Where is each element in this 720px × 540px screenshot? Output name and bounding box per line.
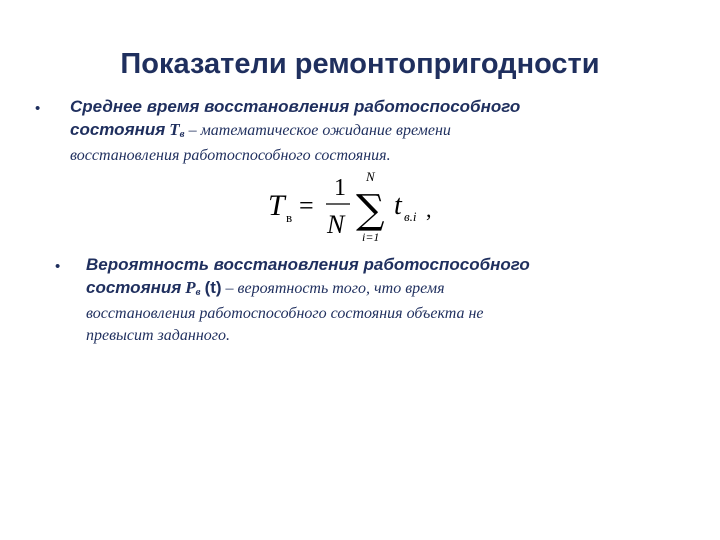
symbol-t-recovery [169,120,184,139]
symbol-p-subscript: в [195,286,201,298]
bullet-2-rest-2: восстановления работоспособного состояния объекта не [86,305,484,322]
bullet-2-lead: Вероятность восстановления работоспособного [86,255,530,274]
formula-lhs: T [268,189,285,222]
formula-lhs-subscript: в [286,210,293,225]
bullet-2-lead-2: состояния [86,278,182,297]
slide-title: Показатели ремонтопригодности [120,48,600,80]
formula-sum-lower: i=1 [362,230,380,244]
bullet-1-lead: Среднее время восстановления работоспособного [70,97,521,116]
bullet-mean-recovery-time [70,96,520,167]
bullet-marker: • [35,100,41,117]
symbol-p: P [185,278,196,297]
symbol-p-recovery [185,278,200,297]
bullet-2-rest-1: – вероятность того, что время [221,280,445,297]
symbol-t: T [169,120,180,139]
formula-sum-upper: N [366,172,375,184]
symbol-t-subscript: в [179,128,185,140]
bullet-marker: • [55,258,61,275]
recovery-time-formula [268,172,458,244]
formula-term: t [394,190,402,221]
formula-equals: = [299,191,314,220]
formula-comma: , [426,197,432,222]
formula-term-subscript: в.i [404,209,417,224]
formula-numerator: 1 [334,175,346,201]
bullet-1-lead-2: состояния [70,120,166,139]
bullet-2-rest-3: превысит заданного. [86,327,230,344]
bullet-1-rest-1: – математическое ожидание времени [184,122,451,139]
bullet-1-rest-2: восстановления работоспособного состояния. [70,147,391,164]
symbol-p-argument: (t) [204,278,222,297]
formula-denominator: N [327,210,345,239]
bullet-recovery-probability [86,254,530,347]
formula-sum-symbol: ∑ [356,187,385,233]
